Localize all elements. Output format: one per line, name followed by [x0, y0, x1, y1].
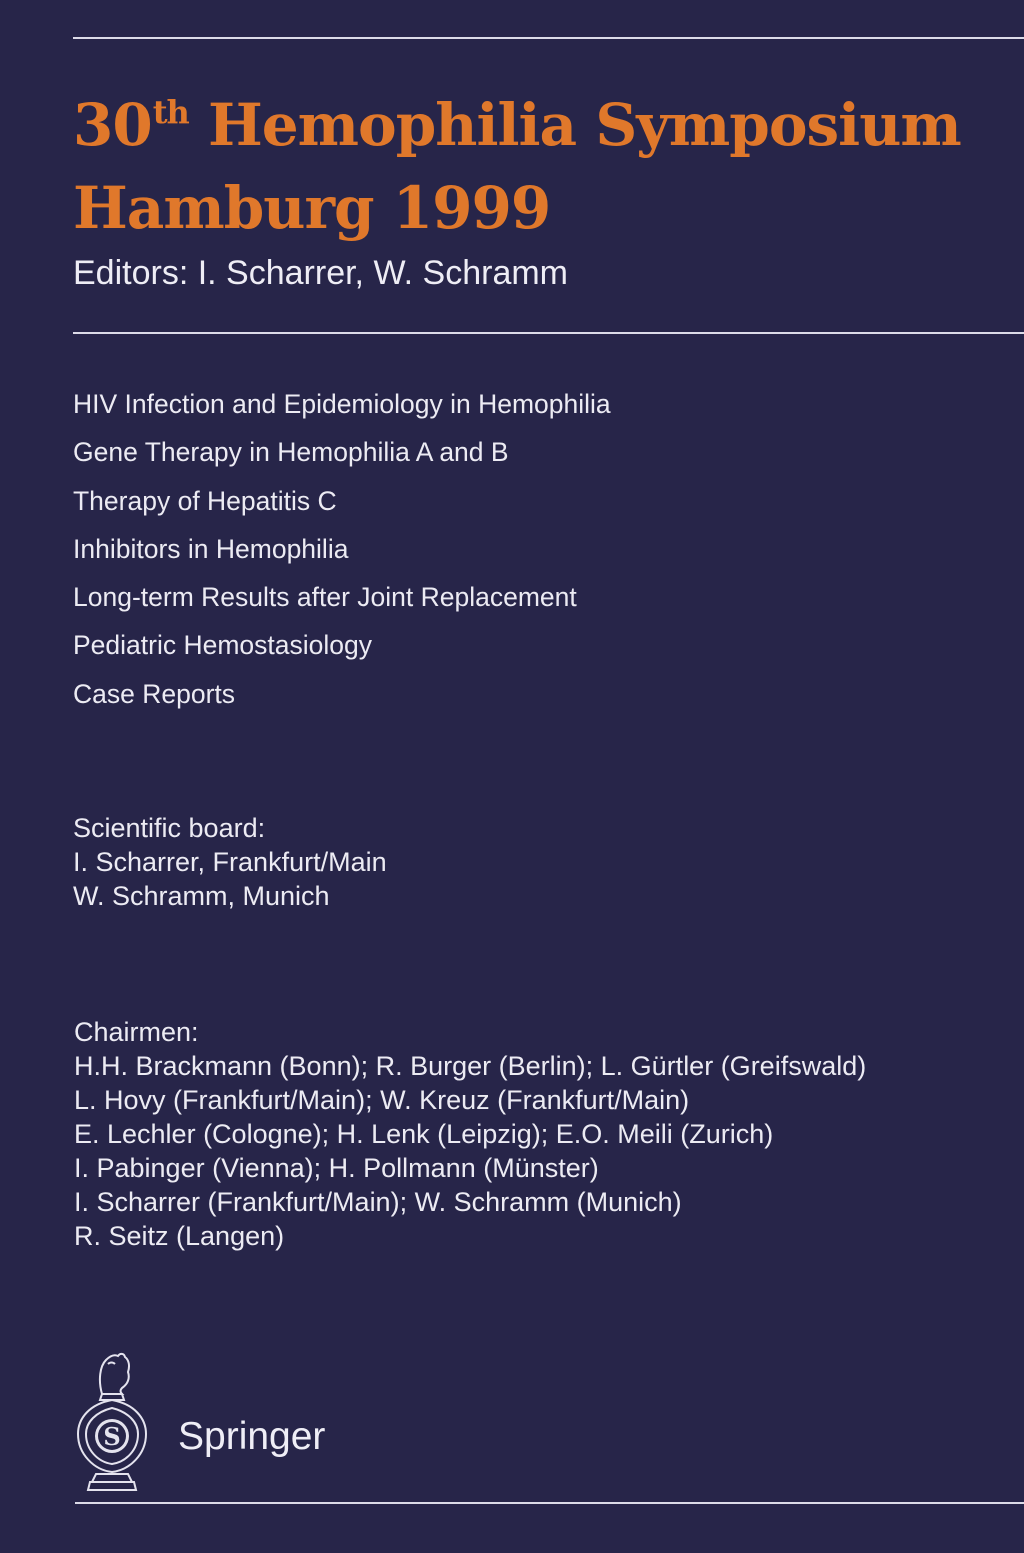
board-member: I. Scharrer, Frankfurt/Main [73, 847, 387, 877]
topic-item: HIV Infection and Epidemiology in Hemophilia [73, 389, 611, 419]
chairmen-line: L. Hovy (Frankfurt/Main); W. Kreuz (Frankfurt/Main) [74, 1085, 690, 1115]
topic-item: Pediatric Hemostasiology [73, 630, 372, 661]
title-rest: Hemophilia Symposium [207, 91, 961, 159]
topic-item: Therapy of Hepatitis C [73, 485, 337, 516]
chairmen-line: I. Scharrer (Frankfurt/Main); W. Schramm (Munich) [74, 1187, 682, 1217]
chairmen-line: R. Seitz (Langen) [74, 1221, 285, 1251]
chairmen-heading: Chairmen: [74, 1017, 199, 1047]
title-line-2: Hamburg 1999 [73, 174, 551, 242]
title-ordinal: th [152, 93, 189, 131]
topic-item: Inhibitors in Hemophilia [73, 533, 349, 564]
topic-item: Case Reports [73, 678, 236, 709]
topic-item: Gene Therapy in Hemophilia A and B [73, 437, 509, 468]
chairmen-section [74, 1015, 866, 1253]
title-line-1 [73, 84, 961, 167]
publisher-name: Springer [178, 1415, 326, 1458]
editors-line: Editors: I. Scharrer, W. Schramm [73, 254, 569, 292]
scientific-board-heading: Scientific board: [73, 813, 266, 843]
svg-text:S: S [103, 1422, 121, 1451]
springer-chess-knight-logo-icon [72, 1350, 152, 1498]
top-rule [73, 37, 1024, 39]
title-number: 30 [73, 91, 152, 159]
topic-item: Long-term Results after Joint Replacement [73, 582, 577, 613]
chairmen-line: E. Lechler (Cologne); H. Lenk (Leipzig); E.O. Meili (Zurich) [74, 1119, 774, 1149]
middle-rule [73, 332, 1024, 334]
chairmen-line: I. Pabinger (Vienna); H. Pollmann (Münster) [74, 1153, 599, 1183]
bottom-rule [75, 1502, 1024, 1504]
publisher-block [72, 1350, 402, 1500]
topics-list [73, 385, 611, 723]
scientific-board [73, 811, 387, 913]
book-title [73, 84, 961, 250]
board-member: W. Schramm, Munich [73, 881, 330, 911]
chairmen-line: H.H. Brackmann (Bonn); R. Burger (Berlin); L. Gürtler (Greifswald) [74, 1051, 867, 1081]
